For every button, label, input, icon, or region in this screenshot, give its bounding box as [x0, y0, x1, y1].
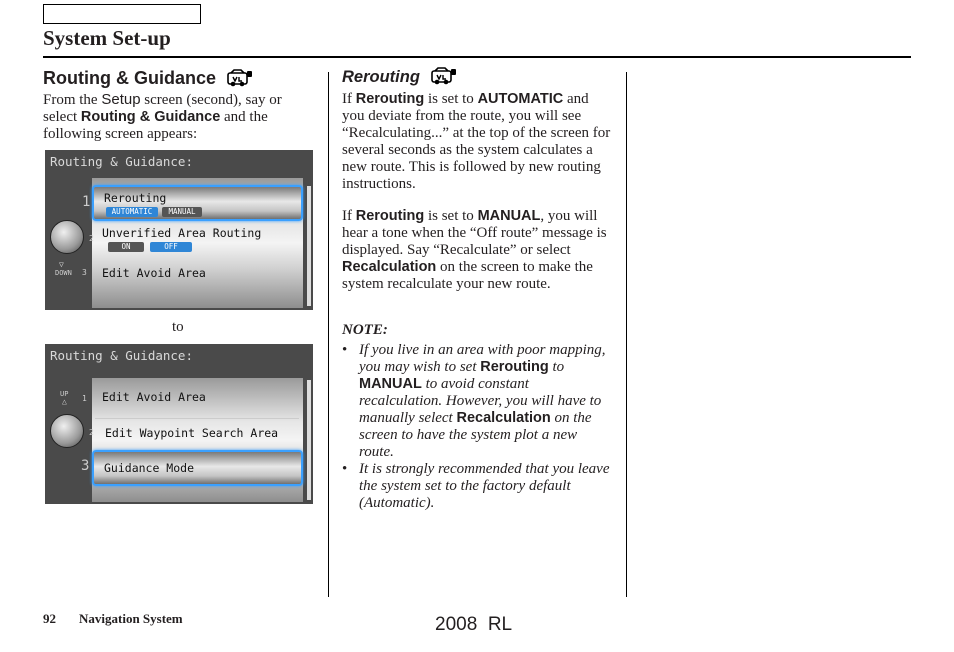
column-divider-left — [328, 72, 329, 597]
row-number: 1 — [82, 194, 91, 210]
ui-term: Routing & Guidance — [80, 109, 221, 125]
note-label: NOTE: — [342, 322, 388, 338]
menu-row-edit-avoid-area[interactable] — [92, 262, 303, 294]
screen-title: Routing & Guidance: — [50, 348, 193, 363]
menu-row-label: Edit Avoid Area — [102, 266, 206, 280]
selector-knob-icon — [50, 220, 84, 254]
bullet: • — [342, 342, 348, 358]
option-on[interactable]: ON — [108, 242, 144, 252]
text-run: If you live in an area with poor mapping, you may wish to set — [359, 342, 606, 375]
row-number: 1 — [82, 394, 87, 403]
page-number: 92 — [43, 611, 56, 626]
text-run: and the following screen appears: — [43, 109, 268, 142]
model-label: 2008 RL — [435, 614, 513, 635]
menu-row-edit-waypoint-search-area[interactable] — [95, 418, 299, 451]
text-run: and you deviate from the route, you will see “Recalculating...” at the top of the screen for several seconds as the system calculates a new route. This is followed by new routing instructions. — [342, 91, 611, 192]
menu-row-label: Edit Waypoint Search Area — [105, 426, 279, 440]
voice-command-icon — [431, 67, 457, 85]
screen-routing-guidance-2 — [45, 344, 313, 504]
text-run: It is strongly recommended that you leave the system set to the factory default (Automatic). — [359, 461, 610, 511]
header-rule — [43, 56, 911, 58]
section-heading-text: Routing & Guidance — [43, 68, 216, 88]
column-divider-right — [626, 72, 627, 597]
ui-term: MANUAL — [477, 208, 541, 224]
note-item — [342, 342, 614, 461]
ui-term: Rerouting — [355, 208, 425, 224]
menu-row-guidance-mode[interactable] — [92, 450, 303, 486]
ui-term: Recalculation — [342, 259, 437, 275]
text-run: is set to — [424, 91, 478, 107]
header-tab-box — [43, 4, 201, 24]
menu-row-label: Unverified Area Routing — [102, 226, 262, 240]
down-label: DOWN — [55, 269, 72, 277]
text-run: on the screen to make the system recalculate your new route. — [342, 259, 593, 292]
page-title: System Set-up — [43, 26, 171, 50]
screen-name: Setup — [101, 91, 141, 108]
note-text — [359, 461, 610, 511]
option-automatic[interactable]: AUTOMATIC — [106, 207, 158, 217]
ui-term: MANUAL — [359, 376, 422, 392]
menu-row-label: Rerouting — [104, 191, 167, 205]
rerouting-paragraph-2 — [342, 208, 614, 293]
rerouting-heading-text: Rerouting — [342, 68, 420, 86]
rerouting-heading — [342, 67, 457, 87]
text-run: is set to — [424, 208, 478, 224]
row-number: 3 — [81, 458, 90, 474]
up-label: UP — [60, 390, 69, 398]
text-run: on the screen to have the system plot a new route. — [359, 410, 592, 460]
bullet: • — [342, 461, 348, 477]
menu-row-unverified-area-routing[interactable] — [92, 222, 303, 254]
note-item — [342, 461, 614, 512]
row-number: 2 — [89, 428, 94, 437]
option-manual[interactable]: MANUAL — [162, 207, 202, 217]
row-number: 2 — [89, 234, 94, 243]
menu-row-label: Edit Avoid Area — [102, 390, 206, 404]
up-arrow-icon: △ — [62, 397, 67, 406]
notes-list — [342, 342, 614, 512]
ui-term: Rerouting — [480, 359, 549, 375]
text-run: If — [342, 208, 356, 224]
row-number: 3 — [82, 268, 87, 277]
down-arrow-icon: ▽ — [59, 260, 64, 269]
scrollbar[interactable] — [307, 380, 311, 500]
text-run: If — [342, 91, 356, 107]
text-run: From the — [43, 92, 102, 108]
voice-command-icon — [227, 69, 253, 87]
manual-name: Navigation System — [79, 611, 183, 626]
selector-knob-icon — [50, 414, 84, 448]
text-run: to — [548, 359, 565, 375]
text-run: to avoid constant recalculation. However, you will have to manually select — [359, 376, 602, 426]
ui-term: AUTOMATIC — [477, 91, 564, 107]
screen-title: Routing & Guidance: — [50, 154, 193, 169]
scrollbar[interactable] — [307, 186, 311, 306]
ui-term: Rerouting — [355, 91, 425, 107]
screen-routing-guidance-1 — [45, 150, 313, 310]
intro-paragraph — [43, 91, 318, 143]
section-heading — [43, 68, 253, 89]
menu-row-edit-avoid-area[interactable] — [92, 384, 303, 416]
menu-row-rerouting[interactable] — [92, 185, 303, 221]
note-text — [359, 342, 606, 460]
text-run: screen (second), say or select — [43, 92, 282, 125]
rerouting-paragraph-1 — [342, 91, 614, 193]
option-off[interactable]: OFF — [150, 242, 192, 252]
menu-row-label: Guidance Mode — [104, 461, 195, 475]
to-label: to — [172, 319, 184, 335]
ui-term: Recalculation — [456, 410, 551, 426]
text-run: , you will hear a tone when the “Off route” message is displayed. Say “Recalculate” or select — [342, 208, 607, 258]
